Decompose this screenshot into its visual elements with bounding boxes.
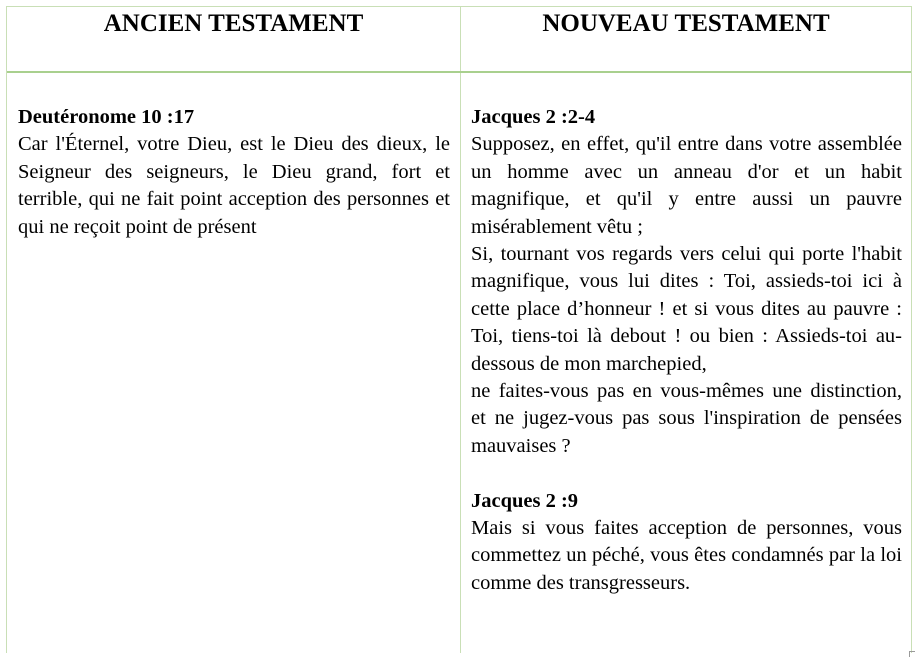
comparison-table bbox=[6, 6, 912, 653]
old-testament-cell bbox=[18, 104, 450, 241]
passage-paragraph: Si, tournant vos regards vers celui qui porte l'habit magnifique, vous lui dites : Toi, assieds-toi ici à cette place d’honneur ! et si vous dites au pauvre : Toi, tiens-toi là debout ! ou bien : Assieds-toi au-dessous de mon marchepied, bbox=[471, 243, 902, 375]
passage-reference: Jacques 2 :2-4 bbox=[471, 106, 596, 128]
passage-reference: Jacques 2 :9 bbox=[471, 489, 579, 512]
paragraph-gap bbox=[471, 460, 902, 487]
new-testament-cell bbox=[471, 104, 902, 597]
header-new-testament: NOUVEAU TESTAMENT bbox=[542, 10, 830, 37]
old-testament-reference: Deutéronome 10 :17 bbox=[18, 106, 195, 128]
table-header-row bbox=[7, 7, 911, 73]
column-divider bbox=[460, 7, 461, 653]
header-old-testament: ANCIEN TESTAMENT bbox=[103, 10, 364, 37]
corner-mark bbox=[909, 651, 915, 657]
passage-paragraph: Supposez, en effet, qu'il entre dans votre assemblée un homme avec un anneau d'or et un habit magnifique, et qu'il y entre aussi un pauvre misérablement vêtu ; bbox=[471, 133, 902, 238]
passage-paragraph: ne faites-vous pas en vous-mêmes une distinction, et ne jugez-vous pas sous l'inspiration de pensées mauvaises ? bbox=[471, 380, 902, 457]
passage-paragraph: Mais si vous faites acception de personnes, vous commettez un péché, vous êtes condamnés par la loi comme des transgresseurs. bbox=[471, 517, 902, 594]
old-testament-text: Car l'Éternel, votre Dieu, est le Dieu des dieux, le Seigneur des seigneurs, le Dieu grand, fort et terrible, qui ne fait point acception des personnes et qui ne reçoit point de présent bbox=[18, 133, 450, 238]
